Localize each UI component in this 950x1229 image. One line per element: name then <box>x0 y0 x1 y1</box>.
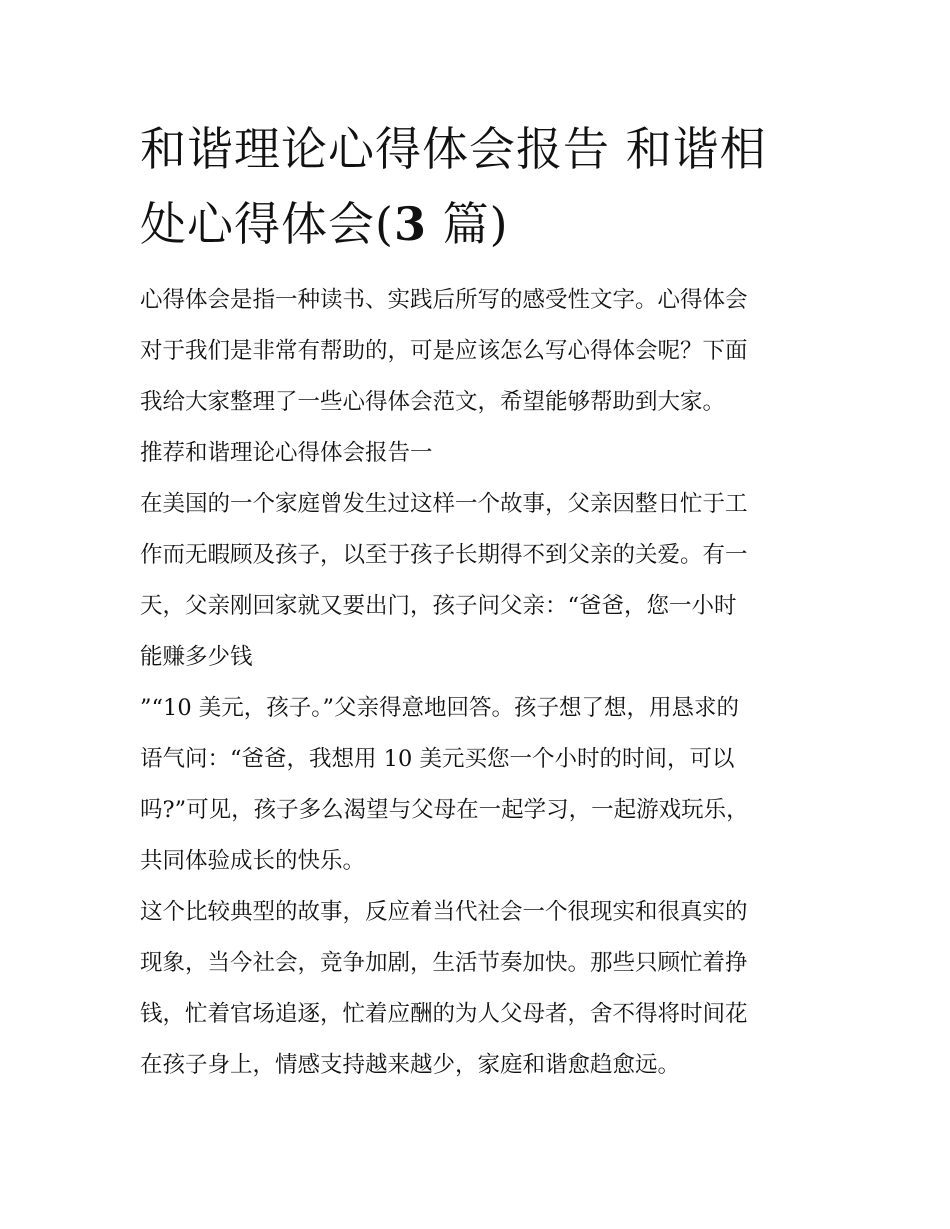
text-line: 现象，当今社会，竞争加剧，生活节奏加快。那些只顾忙着挣 <box>140 950 748 976</box>
story-paragraph-1 <box>140 479 820 683</box>
section-heading-text: 推荐和谐理论心得体会报告一 <box>140 440 433 466</box>
document-title <box>140 112 820 262</box>
text-line: 对于我们是非常有帮助的，可是应该怎么写心得体会呢？下面 <box>140 338 748 364</box>
text-line: 钱，忙着官场追逐，忙着应酬的为人父母者，舍不得将时间花 <box>140 1001 748 1027</box>
text-line: 能赚多少钱 <box>140 644 253 670</box>
text-line: 吗?”可见，孩子多么渴望与父母在一起学习，一起游戏玩乐， <box>140 797 749 823</box>
text-line: 共同体验成长的快乐。 <box>140 848 366 874</box>
text-line: 这个比较典型的故事，反应着当代社会一个很现实和很真实的 <box>140 899 748 925</box>
section-heading <box>140 428 820 479</box>
intro-paragraph <box>140 275 820 428</box>
title-line-2-prefix: 处心得体会( <box>140 197 394 251</box>
text-line: 在孩子身上，情感支持越来越少，家庭和谐愈趋愈远。 <box>140 1052 681 1078</box>
text-line: 作而无暇顾及孩子，以至于孩子长期得不到父亲的关爱。有一 <box>140 542 748 568</box>
story-paragraph-2 <box>140 683 820 887</box>
title-line-2 <box>140 187 820 262</box>
text-line: 语气问：“爸爸，我想用 10 美元买您一个小时的时间，可以 <box>140 746 735 772</box>
title-count: 3 <box>393 197 427 251</box>
text-line: 心得体会是指一种读书、实践后所写的感受性文字。心得体会 <box>140 287 748 313</box>
document-body <box>140 275 820 1091</box>
text-line: ”“10 美元，孩子。”父亲得意地回答。孩子想了想，用恳求的 <box>140 695 740 721</box>
story-paragraph-3 <box>140 887 820 1091</box>
text-line: 我给大家整理了一些心得体会范文，希望能够帮助到大家。 <box>140 389 726 415</box>
text-line: 在美国的一个家庭曾发生过这样一个故事，父亲因整日忙于工 <box>140 491 748 517</box>
text-line: 天，父亲刚回家就又要出门，孩子问父亲：“爸爸，您一小时 <box>140 593 737 619</box>
title-line-1: 和谐理论心得体会报告 和谐相 <box>140 122 767 176</box>
title-line-2-suffix: 篇) <box>426 197 509 251</box>
